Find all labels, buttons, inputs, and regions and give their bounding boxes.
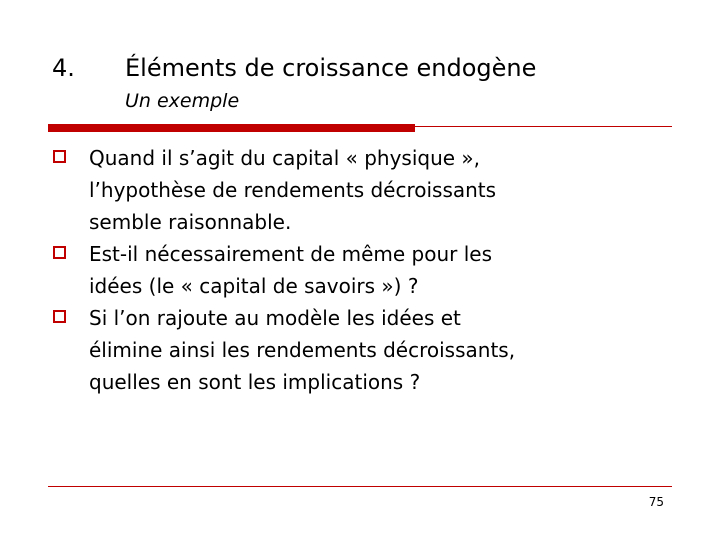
hollow-square-bullet-icon [53,246,66,259]
slide-title: Éléments de croissance endogène [125,54,537,82]
bullet-text-line: Quand il s’agit du capital « physique », [89,146,481,170]
bullet-text-line: semble raisonnable. [89,210,292,234]
title-divider-accent [48,124,415,132]
slide-number: 4. [52,54,75,82]
page-number: 75 [648,495,664,509]
bullet-item [53,142,693,238]
bullet-text-line: Est-il nécessairement de même pour les [89,242,493,266]
hollow-square-bullet-icon [53,150,66,163]
bullet-text-line: idées (le « capital de savoirs ») ? [89,274,419,298]
bullet-list [53,142,693,398]
bullet-text-line: Si l’on rajoute au modèle les idées et [89,306,461,330]
hollow-square-bullet-icon [53,310,66,323]
bullet-text-line: quelles en sont les implications ? [89,370,421,394]
bullet-text-line: élimine ainsi les rendements décroissants, [89,338,516,362]
slide-subtitle: Un exemple [125,90,240,112]
bullet-item [53,238,693,302]
bullet-text-line: l’hypothèse de rendements décroissants [89,178,497,202]
footer-divider [48,486,672,487]
bullet-item [53,302,693,398]
